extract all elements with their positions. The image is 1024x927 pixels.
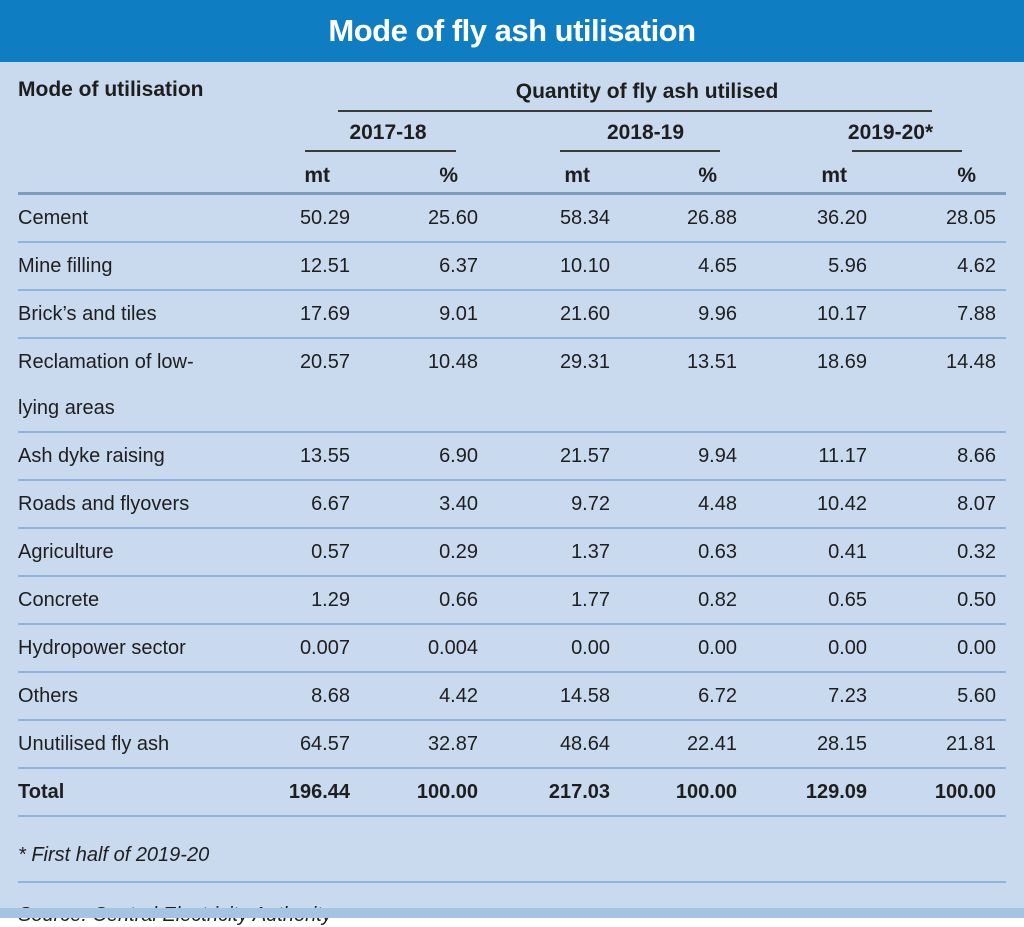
table-row [18, 242, 1006, 290]
row-label-text: Concrete [18, 588, 100, 611]
table-cell: 21.81 [945, 732, 997, 755]
table-cell: 8.07 [957, 492, 997, 515]
table-cell: 50.29 [299, 206, 350, 229]
table-cell: 3.40 [439, 492, 478, 515]
table-cell: 9.94 [698, 444, 737, 467]
table-cell: 4.65 [698, 254, 737, 277]
table-cell: 21.57 [559, 444, 610, 467]
quantity-group-header [288, 62, 1006, 112]
table-cell: 0.00 [698, 636, 737, 659]
table-cell: 14.58 [559, 684, 610, 707]
row-label-text: Total [18, 780, 65, 803]
table-cell: 10.48 [427, 350, 478, 373]
row-label [18, 624, 288, 672]
table-cell: 0.50 [957, 588, 997, 611]
row-label-text: Others [18, 684, 79, 707]
row-label [18, 338, 288, 432]
table-cell: 4.42 [439, 684, 478, 707]
table-cell: 0.29 [439, 540, 478, 563]
table-cell: 10.17 [816, 302, 867, 325]
table-cell: 7.88 [957, 302, 997, 325]
year-header-2017-18 [288, 112, 488, 152]
table-cell: 14.48 [945, 350, 997, 373]
table-cell: 100.00 [934, 780, 997, 803]
table-cell: 0.57 [311, 540, 350, 563]
table-cell: 28.15 [816, 732, 867, 755]
unit-header: % [877, 152, 1006, 193]
mode-column-header: Mode of utilisation [18, 78, 204, 101]
table-cell: 0.007 [299, 636, 350, 659]
year-label: 2019-20* [847, 121, 934, 144]
row-label-text: Ash dyke raising [18, 444, 165, 467]
table-row [18, 338, 1006, 432]
table-cell: 0.00 [571, 636, 610, 659]
table-cell: 9.72 [571, 492, 610, 515]
year-label: 2017-18 [349, 121, 427, 144]
table-cell: 11.17 [818, 444, 867, 467]
table-cell: 5.96 [828, 254, 867, 277]
table-cell: 13.51 [686, 350, 737, 373]
table-cell: 20.57 [299, 350, 350, 373]
table-cell: 0.00 [957, 636, 997, 659]
bottom-strip [0, 908, 1024, 918]
row-label [18, 480, 288, 528]
table-cell: 1.37 [571, 540, 610, 563]
row-label [18, 768, 288, 816]
table-cell: 10.42 [816, 492, 867, 515]
table-cell: 28.05 [945, 206, 997, 229]
table-cell: 25.60 [427, 206, 478, 229]
row-label-text: Reclamation of low-lying areas [18, 350, 194, 419]
table-cell: 0.004 [427, 636, 478, 659]
table-cell: 58.34 [559, 206, 610, 229]
table-cell: 0.00 [828, 636, 867, 659]
table-cell: 1.29 [311, 588, 350, 611]
row-label [18, 193, 288, 242]
unit-header: % [620, 152, 747, 193]
year-header-2018-19 [488, 112, 747, 152]
table-cell: 0.65 [828, 588, 867, 611]
table-row [18, 432, 1006, 480]
table-cell: 0.41 [828, 540, 867, 563]
table-cell: 4.62 [957, 254, 997, 277]
table-cell: 9.96 [698, 302, 737, 325]
table-cell: 36.20 [816, 206, 867, 229]
table-cell: 129.09 [805, 780, 867, 803]
row-label-text: Hydropower sector [18, 636, 186, 659]
table-cell: 100.00 [675, 780, 737, 803]
table-row [18, 528, 1006, 576]
unit-header: mt [288, 152, 360, 193]
row-label [18, 432, 288, 480]
table-cell: 100.00 [416, 780, 478, 803]
header-row-units [18, 152, 1006, 193]
table-body [18, 193, 1006, 816]
table-cell: 8.66 [957, 444, 997, 467]
table-cell: 12.51 [299, 254, 350, 277]
table-cell: 29.31 [559, 350, 610, 373]
quantity-group-label: Quantity of fly ash utilised [515, 80, 779, 103]
footnote-divider [18, 881, 1006, 883]
header-row-years [18, 112, 1006, 152]
table-cell: 217.03 [548, 780, 610, 803]
table-cell: 196.44 [288, 780, 350, 803]
table-cell: 48.64 [559, 732, 610, 755]
table-cell: 17.69 [299, 302, 350, 325]
table-row [18, 720, 1006, 768]
table-cell: 0.82 [698, 588, 737, 611]
table-cell: 10.10 [559, 254, 610, 277]
row-label-text: Unutilised fly ash [18, 732, 170, 755]
table-row [18, 193, 1006, 242]
row-label [18, 528, 288, 576]
empty-header-cell [18, 152, 288, 193]
table-cell: 1.77 [571, 588, 610, 611]
table-cell: 64.57 [299, 732, 350, 755]
row-label-text: Cement [18, 206, 89, 229]
year-label: 2018-19 [606, 121, 685, 144]
table-row [18, 290, 1006, 338]
unit-header: mt [747, 152, 877, 193]
row-label-text: Brick’s and tiles [18, 302, 157, 325]
header-row-groups [18, 62, 1006, 112]
row-label [18, 242, 288, 290]
row-label [18, 672, 288, 720]
table-cell: 6.67 [311, 492, 350, 515]
table-row [18, 480, 1006, 528]
page-title: Mode of fly ash utilisation [328, 13, 696, 48]
title-bar [0, 0, 1024, 62]
table-cell: 18.69 [816, 350, 867, 373]
row-label [18, 720, 288, 768]
row-label [18, 290, 288, 338]
table-row [18, 576, 1006, 624]
total-row [18, 768, 1006, 816]
flyash-table [18, 62, 1006, 817]
table-panel [0, 62, 1024, 918]
table-row [18, 624, 1006, 672]
table-cell: 6.72 [698, 684, 737, 707]
table-cell: 7.23 [828, 684, 867, 707]
unit-header: mt [488, 152, 620, 193]
unit-header: % [360, 152, 488, 193]
row-label [18, 576, 288, 624]
table-cell: 26.88 [686, 206, 737, 229]
table-cell: 0.63 [698, 540, 737, 563]
row-label-text: Mine filling [18, 254, 113, 277]
row-label-text: Agriculture [18, 540, 114, 563]
table-cell: 0.66 [439, 588, 478, 611]
table-cell: 9.01 [439, 302, 478, 325]
asterisk-footnote: * First half of 2019-20 [18, 843, 210, 866]
table-cell: 6.37 [439, 254, 478, 277]
table-cell: 5.60 [957, 684, 997, 707]
table-cell: 22.41 [686, 732, 737, 755]
table-cell: 0.32 [957, 540, 997, 563]
empty-header-cell [18, 112, 288, 152]
table-cell: 6.90 [439, 444, 478, 467]
table-cell: 4.48 [698, 492, 737, 515]
table-cell: 32.87 [427, 732, 478, 755]
table-row [18, 672, 1006, 720]
row-label-text: Roads and flyovers [18, 492, 190, 515]
table-cell: 13.55 [299, 444, 350, 467]
table-cell: 8.68 [311, 684, 350, 707]
table-header [18, 62, 1006, 193]
table-cell: 21.60 [559, 302, 610, 325]
year-header-2019-20 [747, 112, 1006, 152]
